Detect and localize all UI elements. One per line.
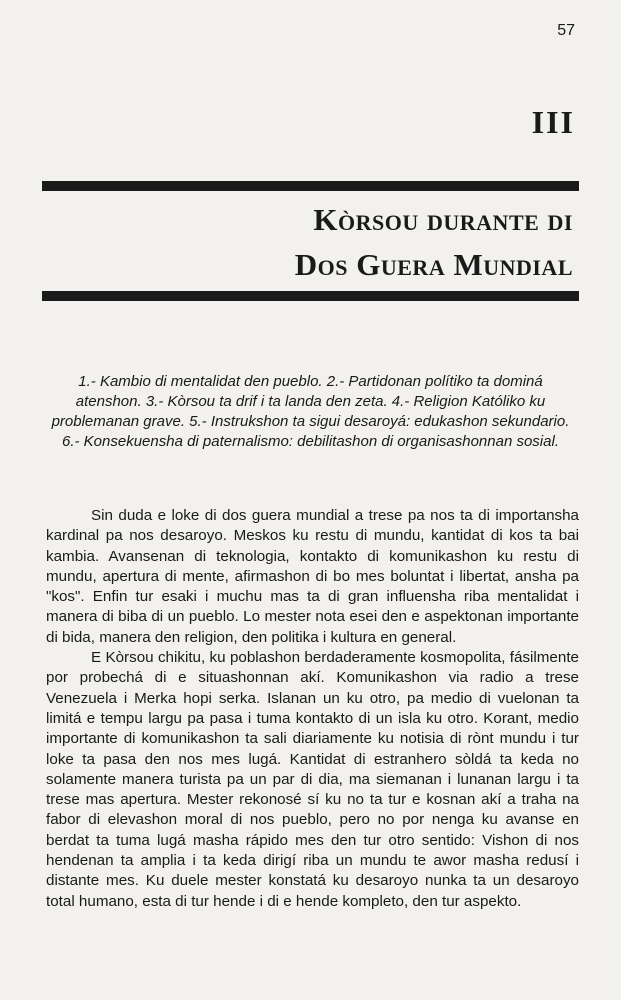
chapter-summary: 1.- Kambio di mentalidat den pueblo. 2.- Partidonan polítiko ta dominá atenshon. 3.- Kòrsou ta drif i ta landa den zeta. 4.- Religion Katóliko ku problemanan grave. 5.- Instrukshon ta sigui desaroyá: edukashon sekundario. 6.- Konsekuensha di paternalismo: debilitashon di organisashonnan sosial.	[51, 373, 570, 450]
bottom-rule	[42, 291, 579, 301]
chapter-title-line-2: Dos Guera Mundial	[294, 247, 573, 282]
body-text	[46, 506, 579, 912]
chapter-number: III	[531, 104, 575, 140]
paragraph-1: Sin duda e loke di dos guera mundial a trese pa nos ta di importansha kardinal pa nos desaroyo. Meskos ku restu di mundu, kantidat di kos ta bai kambia. Avansenan di teknologia, kontakto di komunikashon ku restu di mundu, apertura di mente, afirmashon di bo mes boluntat i libertat, ansha pa "kos". Enfin tur esaki i muchu mas ta di gran influensha riba mentalidat i manera di biba di un pueblo. Lo mester nota esei den e aspektonan importante di bida, manera den religion, den politika i kultura en general.	[46, 507, 579, 646]
paragraph-2: E Kòrsou chikitu, ku poblashon berdaderamente kosmopolita, fásilmente por probechá di e situashonnan akí. Komunikashon via radio a trese Venezuela i Merka hopi serka. Islanan un ku otro, pa medio di vuelonan ta limitá e tempu largu pa pasa i tuma kontakto di un isla ku otro. Korant, medio importante di komunikashon ta sali diariamente ku notisia di rònt mundu i tur loke ta pasa den nos mes lugá. Kantidat di estranhero sòldá ta keda no solamente manera turista pa un par di dia, ma siemanan i lunanan largu i ta trese mas apertura. Mester rekonosé sí ku no ta tur e kosnan akí a traha na fabor di elevashon moral di nos pueblo, pero no por nenga ku avanse en berdat ta tuma lugá masha rápido mes den tur otro sentido: Vishon di nos hendenan ta amplia i ta keda dirigí riba un mundu te awor masha redusí i distante mes. Ku duele mester konstatá ku desaroyo nunka ta un desaroyo total humano, esta di tur hende i di e hende kompleto, den tur aspekto.	[46, 649, 579, 910]
page-number: 57	[557, 22, 575, 39]
chapter-title-line-1: Kòrsou durante di	[313, 202, 573, 237]
top-rule	[42, 181, 579, 191]
